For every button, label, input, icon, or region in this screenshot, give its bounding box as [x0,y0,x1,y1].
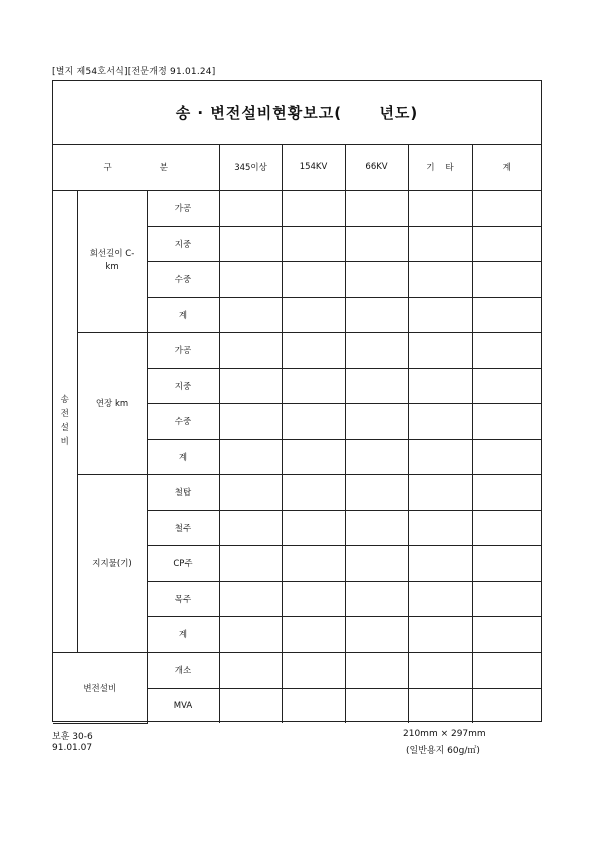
input-cell[interactable] [345,616,408,652]
input-cell[interactable] [345,261,408,297]
input-cell[interactable] [408,261,472,297]
category-header-part1: 구 [103,163,112,174]
row-label: 철탑 [147,474,219,510]
input-cell[interactable] [408,332,472,368]
col-345kv-header: 345이상 [219,145,282,190]
input-cell[interactable] [219,545,282,581]
input-cell[interactable] [282,581,345,616]
row-label: 목주 [147,581,219,616]
table-row [53,190,541,226]
row-label: 계 [147,439,219,474]
group-extension: 연장 km [77,332,147,474]
input-cell[interactable] [219,226,282,261]
row-label: CP주 [147,545,219,581]
table-row [53,332,541,368]
input-cell[interactable] [408,190,472,226]
input-cell[interactable] [282,510,345,545]
input-cell[interactable] [472,474,541,510]
input-cell[interactable] [472,368,541,403]
row-label: 수중 [147,403,219,439]
input-cell[interactable] [408,688,472,723]
row-label: 계 [147,616,219,652]
input-cell[interactable] [282,297,345,332]
col-66kv-header: 66KV [345,145,408,190]
row-label: 수중 [147,261,219,297]
input-cell[interactable] [408,439,472,474]
input-cell[interactable] [219,439,282,474]
input-cell[interactable] [472,439,541,474]
input-cell[interactable] [219,297,282,332]
input-cell[interactable] [282,190,345,226]
input-cell[interactable] [219,403,282,439]
group-supports: 지지물(기) [77,474,147,652]
input-cell[interactable] [472,688,541,723]
input-cell[interactable] [408,474,472,510]
row-label: MVA [147,688,219,723]
input-cell[interactable] [219,616,282,652]
row-label: 계 [147,297,219,332]
table-row [53,652,541,688]
input-cell[interactable] [472,510,541,545]
input-cell[interactable] [472,545,541,581]
row-label: 지중 [147,226,219,261]
input-cell[interactable] [282,474,345,510]
row-label: 지중 [147,368,219,403]
input-cell[interactable] [345,688,408,723]
input-cell[interactable] [282,368,345,403]
input-cell[interactable] [472,190,541,226]
input-cell[interactable] [282,439,345,474]
input-cell[interactable] [219,474,282,510]
row-label: 철주 [147,510,219,545]
footer-code: 보훈 30-6 [52,732,93,742]
row-label: 가공 [147,332,219,368]
column-header-row [53,145,541,190]
input-cell[interactable] [219,261,282,297]
input-cell[interactable] [345,545,408,581]
input-cell[interactable] [472,652,541,688]
input-cell[interactable] [345,403,408,439]
input-cell[interactable] [345,439,408,474]
input-cell[interactable] [472,581,541,616]
row-label: 가공 [147,190,219,226]
title-row [53,81,541,145]
input-cell[interactable] [472,332,541,368]
input-cell[interactable] [408,226,472,261]
group-circuit-length: 회선길이 C-km [77,190,147,332]
input-cell[interactable] [282,261,345,297]
input-cell[interactable] [408,510,472,545]
input-cell[interactable] [408,652,472,688]
input-cell[interactable] [219,368,282,403]
input-cell[interactable] [219,510,282,545]
input-cell[interactable] [345,190,408,226]
form-title: 송 · 변전설비현황보고( 년도) [175,104,419,122]
footer-paper-weight: (일반용지 60g/㎡) [406,746,480,756]
section-substation: 변전설비 [53,652,147,723]
input-cell[interactable] [282,652,345,688]
input-cell[interactable] [282,226,345,261]
input-cell[interactable] [282,403,345,439]
input-cell[interactable] [408,403,472,439]
input-cell[interactable] [345,368,408,403]
input-cell[interactable] [472,616,541,652]
input-cell[interactable] [408,545,472,581]
input-cell[interactable] [345,474,408,510]
input-cell[interactable] [472,261,541,297]
input-cell[interactable] [282,688,345,723]
input-cell[interactable] [408,581,472,616]
category-header-part2: 분 [159,163,168,174]
input-cell[interactable] [472,226,541,261]
footer-date: 91.01.07 [52,743,93,753]
input-cell[interactable] [282,616,345,652]
input-cell[interactable] [219,190,282,226]
report-form [52,80,542,722]
input-cell[interactable] [345,226,408,261]
section-transmission-label: 송전설비 [60,395,69,447]
input-cell[interactable] [345,332,408,368]
col-other-header: 기 타 [408,145,472,190]
input-cell[interactable] [408,297,472,332]
table-row [53,474,541,510]
input-cell[interactable] [472,403,541,439]
input-cell[interactable] [219,688,282,723]
input-cell[interactable] [345,581,408,616]
input-cell[interactable] [345,652,408,688]
input-cell[interactable] [219,332,282,368]
section-transmission [53,190,77,652]
col-154kv-header: 154KV [282,145,345,190]
input-cell[interactable] [219,581,282,616]
category-header [53,145,219,190]
input-cell[interactable] [408,368,472,403]
input-cell[interactable] [282,545,345,581]
row-label: 개소 [147,652,219,688]
input-cell[interactable] [472,297,541,332]
form-number-header: [별지 제54호서식][전문개정 91.01.24] [52,67,216,77]
input-cell[interactable] [345,297,408,332]
input-cell[interactable] [282,332,345,368]
input-cell[interactable] [345,510,408,545]
input-cell[interactable] [219,652,282,688]
report-table [53,145,541,724]
input-cell[interactable] [408,616,472,652]
footer-paper-size: 210mm × 297mm [403,729,486,739]
col-total-header: 계 [472,145,541,190]
